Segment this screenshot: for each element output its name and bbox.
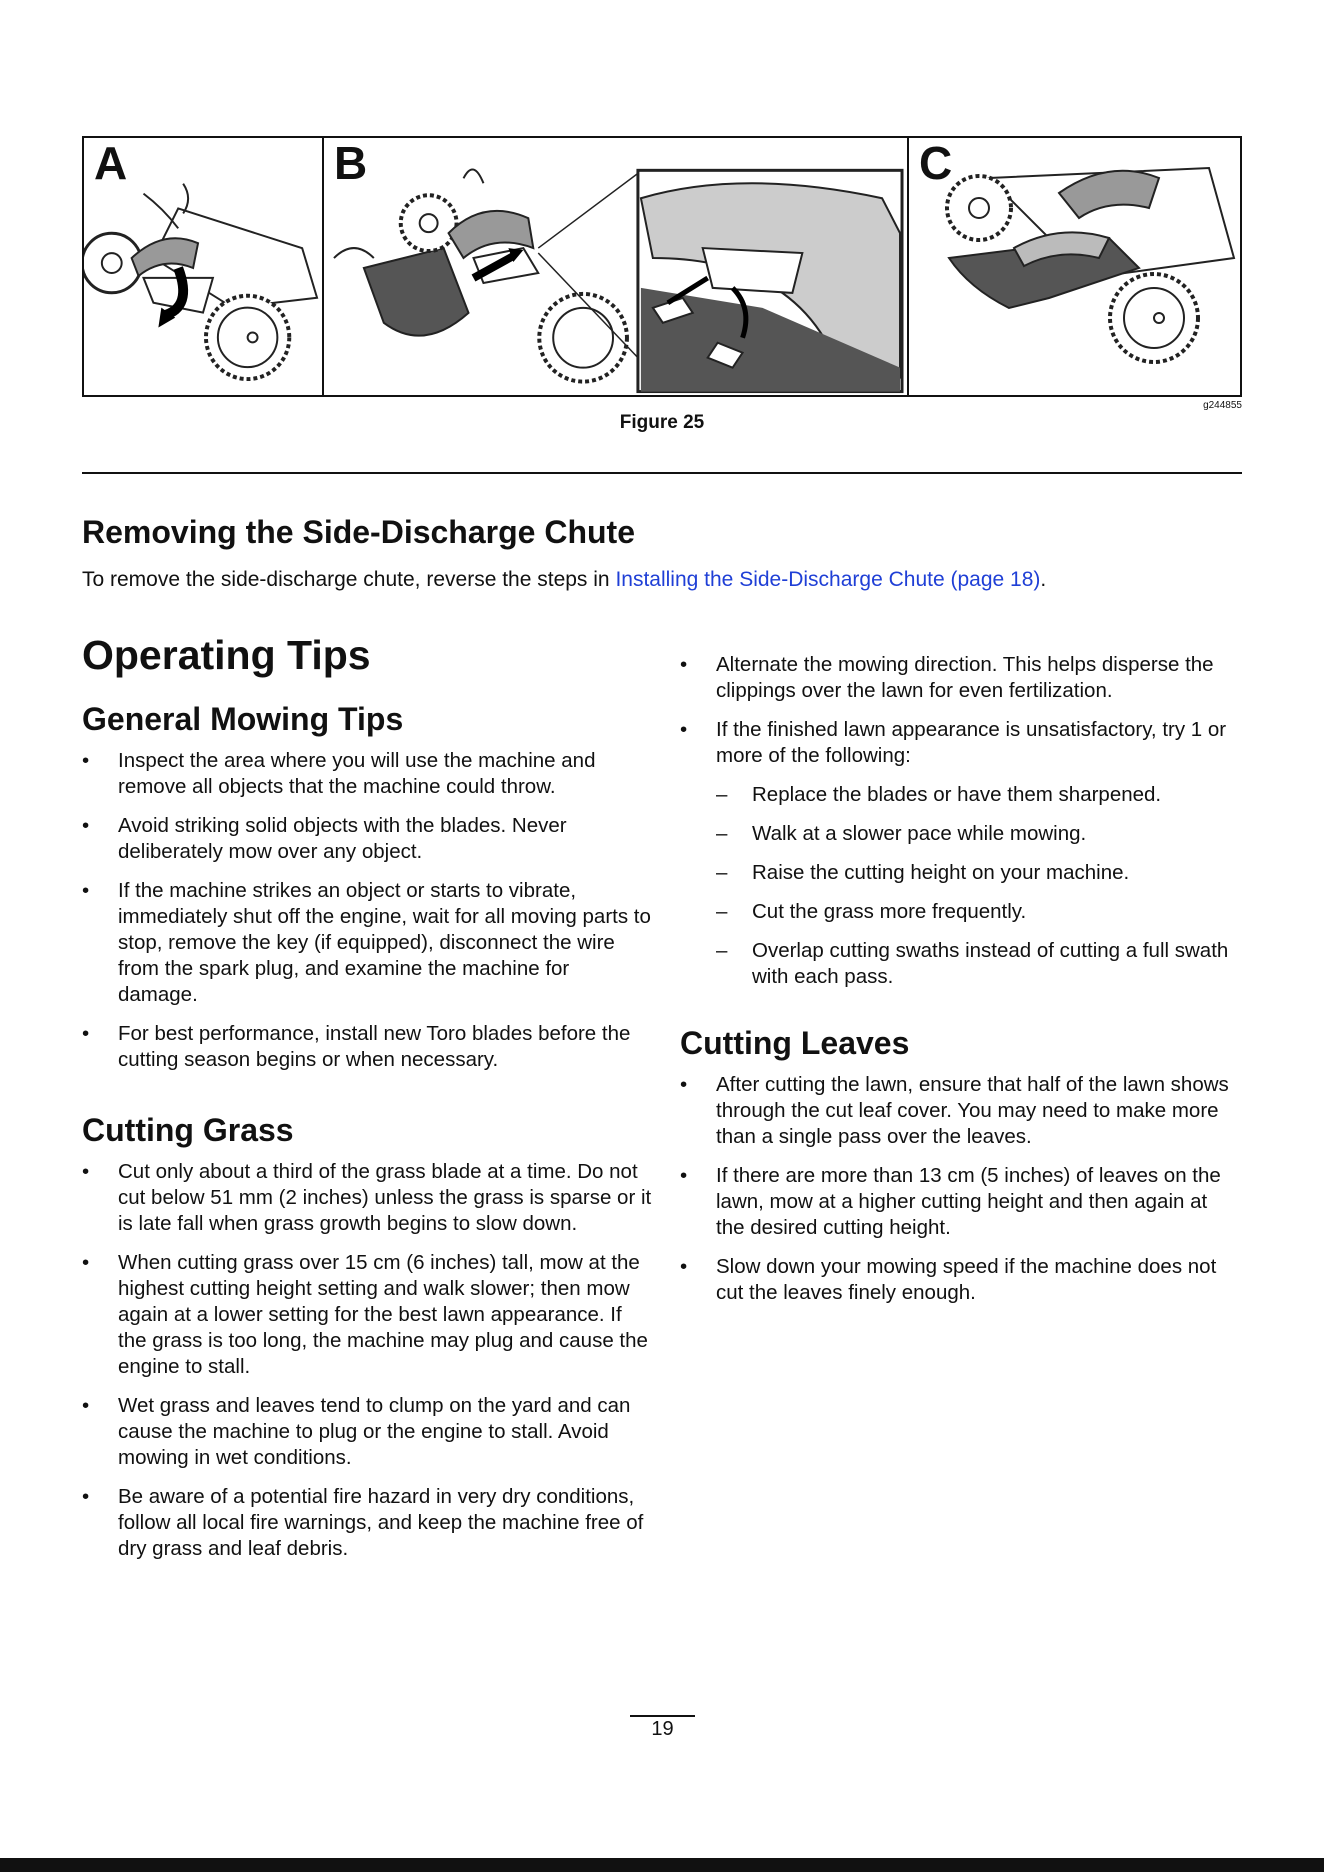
left-column bbox=[82, 700, 652, 1562]
panel-label-b: B bbox=[334, 137, 368, 189]
removing-chute-text-lead: To remove the side-discharge chute, reverse the steps in bbox=[82, 568, 616, 591]
list-item: • Cut only about a third of the grass blade at a time. Do not cut below 51 mm (2 inches) unless the grass is sparse or it is late fall when grass growth begins to slow down. bbox=[82, 1159, 652, 1237]
page-number-rule bbox=[630, 1715, 695, 1717]
page-number: 19 bbox=[651, 1718, 674, 1740]
section-divider bbox=[82, 472, 1242, 474]
figure-panel-c bbox=[909, 138, 1240, 395]
figure-25 bbox=[82, 136, 1242, 397]
sub-list-item: – Replace the blades or have them sharpened. bbox=[716, 782, 1240, 808]
list-item: • Slow down your mowing speed if the machine does not cut the leaves finely enough. bbox=[680, 1254, 1240, 1306]
right-column bbox=[680, 652, 1240, 1306]
cutting-leaves-list bbox=[680, 1072, 1240, 1306]
chute-attached-illustration bbox=[909, 138, 1240, 395]
mowing-tips-list-continued bbox=[680, 652, 1240, 769]
cutting-leaves-heading: Cutting Leaves bbox=[680, 1025, 910, 1061]
list-item: • If the machine strikes an object or starts to vibrate, immediately shut off the engine, wait for all moving parts to stop, remove the key (if equipped), disconnect the wire from the spark plug, and examine the machine for damage. bbox=[82, 878, 652, 1008]
figure-panel-b bbox=[324, 138, 909, 395]
cutting-grass-list bbox=[82, 1159, 652, 1562]
panel-label-c: C bbox=[919, 137, 953, 189]
list-item: • Wet grass and leaves tend to clump on the yard and can cause the machine to plug or the engine to stall. Avoid mowing in wet conditions. bbox=[82, 1393, 652, 1471]
general-tips-list bbox=[82, 748, 652, 1073]
operating-tips-heading: Operating Tips bbox=[82, 632, 371, 678]
figure-code: g244855 bbox=[1203, 400, 1242, 411]
list-item: • Avoid striking solid objects with the blades. Never deliberately mow over any object. bbox=[82, 813, 652, 865]
removing-chute-text-end: . bbox=[1040, 568, 1047, 591]
sub-list-item: – Cut the grass more frequently. bbox=[716, 899, 1240, 925]
installing-chute-link[interactable]: Installing the Side-Discharge Chute (page 18) bbox=[615, 568, 1041, 591]
sub-list-item: – Raise the cutting height on your machine. bbox=[716, 860, 1240, 886]
chute-install-illustration bbox=[324, 138, 907, 395]
general-mowing-tips-heading: General Mowing Tips bbox=[82, 701, 404, 737]
removing-chute-heading: Removing the Side-Discharge Chute bbox=[82, 514, 635, 550]
sub-list-item: – Walk at a slower pace while mowing. bbox=[716, 821, 1240, 847]
removing-chute-text bbox=[82, 568, 1046, 592]
sub-list-item: – Overlap cutting swaths instead of cutting a full swath with each pass. bbox=[716, 938, 1240, 990]
improvement-sublist bbox=[716, 782, 1240, 990]
list-item: • For best performance, install new Toro blades before the cutting season begins or when necessary. bbox=[82, 1021, 652, 1073]
list-item: • If the finished lawn appearance is unsatisfactory, try 1 or more of the following: bbox=[680, 717, 1240, 769]
figure-panel-a bbox=[84, 138, 324, 395]
list-item: • After cutting the lawn, ensure that half of the lawn shows through the cut leaf cover. You may need to make more than a single pass over the leaves. bbox=[680, 1072, 1240, 1150]
list-item: • Inspect the area where you will use the machine and remove all objects that the machine could throw. bbox=[82, 748, 652, 800]
list-item: • When cutting grass over 15 cm (6 inches) tall, mow at the highest cutting height setting and walk slower; then mow again at a lower setting for the best lawn appearance. If the grass is too long, the machine may plug and cause the engine to stall. bbox=[82, 1250, 652, 1380]
figure-caption: Figure 25 bbox=[619, 412, 705, 433]
list-item: • If there are more than 13 cm (5 inches) of leaves on the lawn, mow at a higher cutting height and then again at the desired cutting height. bbox=[680, 1163, 1240, 1241]
list-item: • Alternate the mowing direction. This helps disperse the clippings over the lawn for even fertilization. bbox=[680, 652, 1240, 704]
cutting-grass-heading: Cutting Grass bbox=[82, 1112, 294, 1148]
bottom-edge-bar bbox=[0, 1858, 1324, 1872]
list-item: • Be aware of a potential fire hazard in very dry conditions, follow all local fire warnings, and keep the machine free of dry grass and leaf debris. bbox=[82, 1484, 652, 1562]
panel-label-a: A bbox=[94, 137, 128, 189]
